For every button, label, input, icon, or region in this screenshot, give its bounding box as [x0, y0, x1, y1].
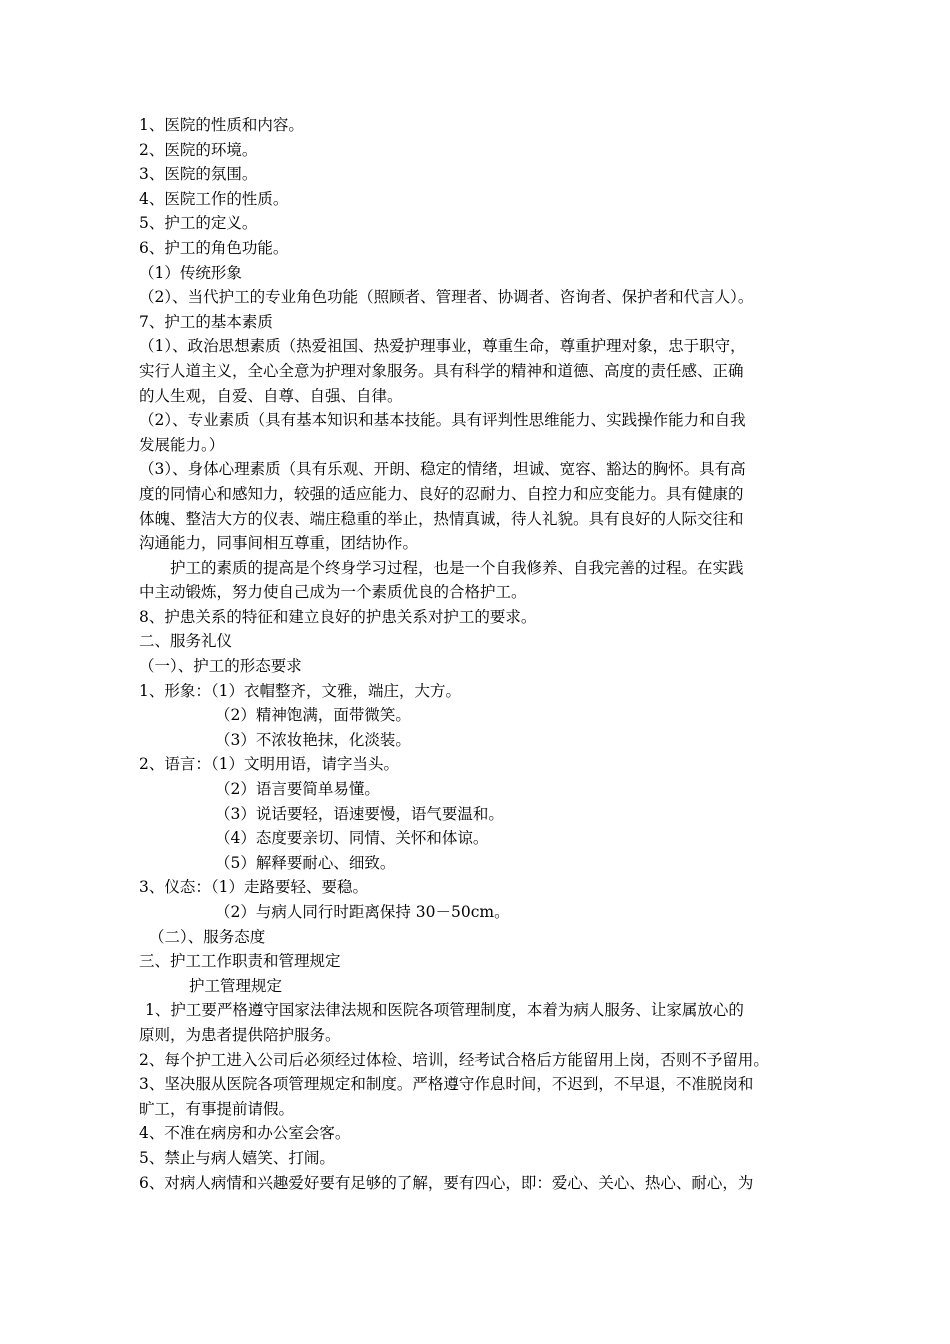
text-line: （3）、身体心理素质（具有乐观、开朗、稳定的情绪，坦诚、宽容、豁达的胸怀。具有高 — [139, 460, 746, 479]
text-line: 7、护工的基本素质 — [139, 312, 273, 331]
text-line: （3）说话要轻，语速要慢，语气要温和。 — [215, 804, 504, 823]
text-line: （4）态度要亲切、同情、关怀和体谅。 — [215, 829, 489, 848]
text-line: 护工管理规定 — [189, 976, 283, 995]
text-line: 6、护工的角色功能。 — [139, 238, 289, 257]
text-line: 度的同情心和感知力，较强的适应能力、良好的忍耐力、自控力和应变能力。具有健康的 — [139, 484, 744, 503]
text-line: （一）、护工的形态要求 — [139, 657, 302, 676]
text-line: 实行人道主义，全心全意为护理对象服务。具有科学的精神和道德、高度的责任感、正确 — [139, 361, 744, 380]
text-line: 1、形象：（1）衣帽整齐，文雅，端庄，大方。 — [139, 681, 461, 700]
text-line: （1）传统形象 — [139, 263, 242, 282]
text-line: 3、仪态：（1）走路要轻、要稳。 — [139, 878, 368, 897]
text-line: 1、医院的性质和内容。 — [139, 116, 304, 134]
text-line: （1）、政治思想素质（热爱祖国、热爱护理事业，尊重生命，尊重护理对象，忠于职守， — [139, 337, 746, 356]
text-line: 2、语言：（1）文明用语，请字当头。 — [139, 755, 399, 774]
text-line: 中主动锻炼，努力使自己成为一个素质优良的合格护工。 — [139, 583, 527, 602]
text-line: 护工的素质的提高是个终身学习过程，也是一个自我修养、自我完善的过程。在实践 — [170, 558, 744, 577]
text-line: 5、禁止与病人嬉笑、打闹。 — [139, 1148, 335, 1167]
text-line: 沟通能力，同事间相互尊重，团结协作。 — [139, 534, 419, 553]
text-line: （5）解释要耐心、细致。 — [215, 853, 396, 872]
text-line: （2）、专业素质（具有基本知识和基本技能。具有评判性思维能力、实践操作能力和自我 — [139, 411, 746, 430]
text-line: （2）、当代护工的专业角色功能（照顾者、管理者、协调者、咨询者、保护者和代言人）。 — [139, 288, 754, 307]
text-line: 3、医院的氛围。 — [139, 165, 258, 184]
text-line: 二、服务礼仪 — [139, 632, 233, 651]
text-line: 4、不准在病房和办公室会客。 — [139, 1124, 351, 1143]
text-line: 3、坚决服从医院各项管理规定和制度。严格遵守作息时间，不迟到，不早退，不准脱岗和 — [139, 1075, 754, 1094]
text-line: 体魄、整洁大方的仪表、端庄稳重的举止，热情真诚，待人礼貌。具有良好的人际交往和 — [139, 509, 744, 528]
text-line: （2）语言要简单易懂。 — [215, 780, 380, 799]
text-line: （2）精神饱满，面带微笑。 — [215, 706, 411, 725]
text-line: （2）与病人同行时距离保持 30－50cm。 — [215, 903, 510, 921]
text-line: 原则，为患者提供陪护服务。 — [139, 1025, 341, 1044]
document-body — [139, 113, 829, 1195]
text-line: 2、每个护工进入公司后必须经过体检、培训，经考试合格后方能留用上岗，否则不予留用。 — [139, 1050, 769, 1069]
text-line: 6、对病人病情和兴趣爱好要有足够的了解，要有四心，即：爱心、关心、热心、耐心，为 — [139, 1173, 754, 1192]
text-line: （二）、服务态度 — [149, 927, 266, 946]
text-line: 1、护工要严格遵守国家法律法规和医院各项管理制度，本着为病人服务、让家属放心的 — [145, 1001, 744, 1020]
text-line: （3）不浓妆艳抹，化淡装。 — [215, 730, 411, 749]
text-line: 5、护工的定义。 — [139, 214, 258, 233]
text-line: 8、护患关系的特征和建立良好的护患关系对护工的要求。 — [139, 607, 537, 626]
text-line: 旷工，有事提前请假。 — [139, 1099, 295, 1118]
text-line: 的人生观，自爱、自尊、自强、自律。 — [139, 386, 403, 405]
text-line: 2、医院的环境。 — [139, 140, 258, 159]
text-line: 三、护工工作职责和管理规定 — [139, 952, 341, 971]
text-line: 发展能力。） — [139, 435, 225, 454]
text-line: 4、医院工作的性质。 — [139, 189, 289, 208]
